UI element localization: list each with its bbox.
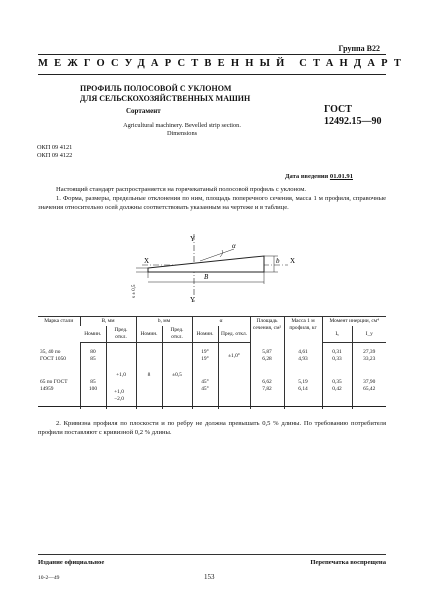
cell-Iy bbox=[352, 375, 386, 409]
document-title bbox=[80, 84, 310, 104]
header-B-dev: Пред. откл. bbox=[106, 326, 136, 343]
cell-mass bbox=[284, 375, 322, 409]
B-value: 85 bbox=[90, 378, 96, 385]
table-row bbox=[38, 343, 386, 375]
area-value: 5,87 bbox=[262, 348, 272, 355]
B-value: 80 bbox=[90, 349, 96, 355]
area-value: 6,28 bbox=[262, 355, 272, 362]
cell-B bbox=[80, 375, 106, 409]
B-value: 100 bbox=[88, 385, 98, 392]
footer-reprint: Перепечатка воспрещена bbox=[310, 559, 386, 566]
subtitle: Сортамент bbox=[126, 107, 161, 115]
english-title-line-2: Dimensions bbox=[166, 130, 198, 137]
header-alpha-nom: Номин. bbox=[192, 326, 218, 343]
mark-line: 35, 40 по bbox=[40, 348, 61, 355]
header-b: b, мм bbox=[136, 317, 192, 327]
B-dev-minus: −2,0 bbox=[114, 396, 124, 402]
label-alpha: α bbox=[232, 242, 236, 250]
mass-value: 6,14 bbox=[298, 385, 308, 392]
B-dev-group-2 bbox=[106, 389, 132, 403]
standard-banner: МЕЖГОСУДАРСТВЕННЫЙ СТАНДАРТ bbox=[38, 58, 408, 69]
banner-top-rule bbox=[38, 54, 386, 55]
footer-rule bbox=[38, 554, 386, 555]
okp-code: ОКП 09 4122 bbox=[37, 152, 73, 159]
print-code: 10-2—49 bbox=[38, 575, 60, 581]
cell-alpha-dev: ±1,0° bbox=[218, 343, 250, 375]
header-B: B, мм bbox=[80, 317, 136, 327]
okp-codes bbox=[37, 144, 72, 160]
paragraph-intro: Настоящий стандарт распространяется на горячекатаный полосовой профиль с уклоном. bbox=[56, 186, 307, 193]
alpha-value: 45° bbox=[201, 378, 209, 385]
paragraph-1: 1. Форма, размеры, предельные отклонения по ним, площадь поперечного сечения, масса 1 м профиля, справочные значения относительно осей должны соответствовать указанным на чертеже и в таблице. bbox=[38, 195, 386, 211]
alpha-value: 45° bbox=[201, 385, 209, 392]
mark-line: 14959 bbox=[40, 385, 54, 392]
okp-code: ОКП 09 4121 bbox=[37, 144, 73, 151]
alpha-value: 19° bbox=[201, 356, 209, 362]
label-s: s ± 0,5 bbox=[132, 284, 137, 298]
table-bottom-rule bbox=[38, 406, 386, 407]
header-B-nom: Номин. bbox=[80, 326, 106, 343]
cell-alpha bbox=[192, 343, 218, 375]
header-Iy: I_y bbox=[352, 326, 386, 343]
Ix-value: 0,42 bbox=[332, 385, 342, 392]
cell-mass bbox=[284, 343, 322, 375]
area-value: 7,82 bbox=[262, 385, 272, 392]
Iy-value: 33,23 bbox=[363, 356, 376, 362]
mark-line: 65 по ГОСТ bbox=[40, 378, 68, 385]
mark-line: ГОСТ 1050 bbox=[40, 355, 66, 362]
mass-value: 5,19 bbox=[298, 378, 308, 385]
english-title-line-1: Agricultural machinery. Bevelled strip section. bbox=[123, 122, 241, 129]
Iy-value: 65,42 bbox=[363, 385, 376, 392]
introduction-date bbox=[285, 173, 353, 180]
title-line-2: ДЛЯ СЕЛЬСКОХОЗЯЙСТВЕННЫХ МАШИН bbox=[80, 94, 251, 103]
mass-value: 4,93 bbox=[298, 355, 308, 362]
Ix-value: 0,31 bbox=[332, 349, 342, 355]
mass-value: 4,61 bbox=[298, 348, 308, 355]
dimensions-table bbox=[38, 316, 386, 409]
B-value: 85 bbox=[90, 356, 96, 362]
cell-alpha bbox=[192, 375, 218, 409]
paragraph-2: 2. Кривизна профиля по плоскости и по ребру не должна превышать 0,5 % длины. По требованию потребителя профили поставляют с кривизной 0,2 % длины. bbox=[38, 420, 386, 436]
cell-Iy bbox=[352, 343, 386, 375]
cell-mark bbox=[38, 375, 80, 409]
area-value: 6,62 bbox=[262, 378, 272, 385]
header-moment: Момент инерции, см⁴ bbox=[322, 317, 386, 327]
B-dev-plus: +1,0 bbox=[114, 389, 124, 395]
Iy-value: 27,39 bbox=[363, 349, 376, 355]
cell-Ix bbox=[322, 343, 352, 375]
cell-alpha-dev-empty bbox=[218, 375, 250, 409]
table-row bbox=[38, 375, 386, 409]
header-b-nom: Номин. bbox=[136, 326, 162, 343]
gost-label: ГОСТ bbox=[324, 104, 352, 115]
title-line-1: ПРОФИЛЬ ПОЛОСОВОЙ С УКЛОНОМ bbox=[80, 84, 232, 93]
intro-date-value: 01.01.91 bbox=[329, 173, 353, 180]
label-x-right: X bbox=[290, 257, 296, 265]
gost-number: 12492.15—90 bbox=[324, 116, 382, 127]
label-y-bottom: Y bbox=[190, 296, 196, 304]
label-b: b bbox=[276, 257, 280, 265]
cell-B bbox=[80, 343, 106, 375]
label-y-top: Y bbox=[190, 235, 196, 243]
gost-designation bbox=[324, 104, 382, 128]
cell-mark bbox=[38, 343, 80, 375]
alpha-value: 19° bbox=[201, 349, 209, 355]
label-x-left: X bbox=[144, 257, 150, 265]
cell-b-dev: ±0,5 bbox=[162, 343, 192, 409]
banner-bottom-rule bbox=[38, 74, 386, 75]
Ix-value: 0,35 bbox=[332, 378, 342, 385]
footer-official: Издание официальное bbox=[38, 559, 105, 566]
english-title bbox=[97, 122, 267, 138]
header-alpha-dev: Пред. откл. bbox=[218, 326, 250, 343]
header-b-dev: Пред. откл. bbox=[162, 326, 192, 343]
label-B: B bbox=[204, 273, 209, 281]
intro-label: Дата введения bbox=[284, 173, 329, 180]
profile-section bbox=[148, 256, 264, 272]
profile-drawing bbox=[130, 232, 310, 304]
cell-b-nom: 8 bbox=[136, 343, 162, 409]
header-mass: Масса 1 м профиля, кг bbox=[284, 317, 322, 343]
Ix-value: 0,33 bbox=[332, 356, 342, 362]
header-mark: Марка стали bbox=[38, 317, 80, 343]
Iy-value: 37,90 bbox=[363, 378, 376, 385]
cell-B-dev-main: +1,0 bbox=[106, 343, 136, 409]
header-alpha: α bbox=[192, 317, 250, 327]
group-code: Группа В22 bbox=[338, 44, 380, 53]
page-number: 153 bbox=[204, 573, 215, 581]
header-Ix: Iₓ bbox=[322, 326, 352, 343]
header-area: Площадь сечения, см² bbox=[250, 317, 284, 343]
cell-area bbox=[250, 343, 284, 375]
cell-Ix bbox=[322, 375, 352, 409]
cell-area bbox=[250, 375, 284, 409]
